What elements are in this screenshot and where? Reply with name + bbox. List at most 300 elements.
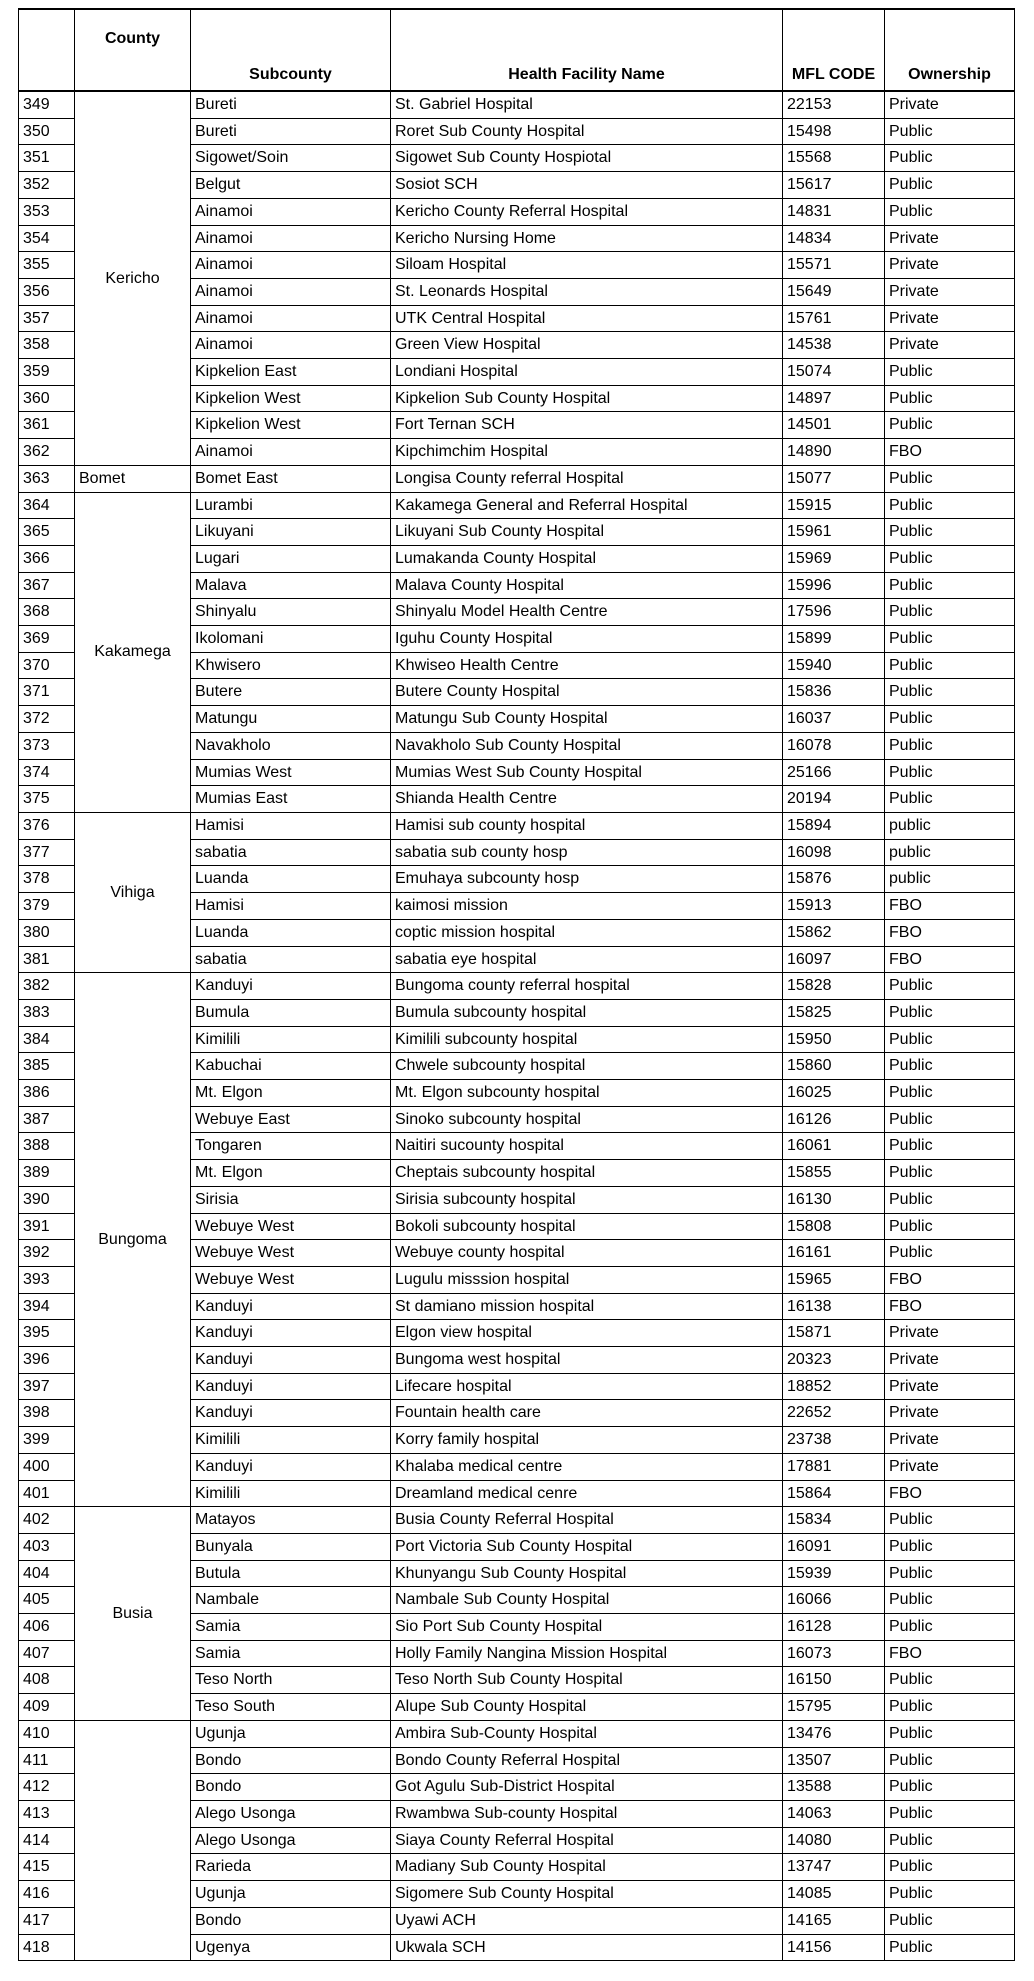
subcounty-cell: Ainamoi [191,278,391,305]
ownership-cell: FBO [885,893,1015,920]
ownership-cell: Public [885,1720,1015,1747]
subcounty-cell: Teso South [191,1694,391,1721]
mfl-code-cell: 17881 [783,1453,885,1480]
row-number-cell: 398 [19,1400,75,1427]
facility-name-cell: Busia County Referral Hospital [391,1507,783,1534]
facility-name-cell: Got Agulu Sub-District Hospital [391,1774,783,1801]
ownership-cell: Private [885,1320,1015,1347]
mfl-code-cell: 17596 [783,599,885,626]
county-cell: Kakamega [75,492,191,812]
row-number-cell: 373 [19,732,75,759]
ownership-cell: Public [885,1907,1015,1934]
county-header: County [75,9,191,91]
ownership-cell: Public [885,1587,1015,1614]
facility-name-cell: Khunyangu Sub County Hospital [391,1560,783,1587]
county-cell: Kericho [75,91,191,465]
row-number-cell: 368 [19,599,75,626]
ownership-cell: Public [885,1186,1015,1213]
row-number-cell: 416 [19,1881,75,1908]
ownership-cell: Public [885,626,1015,653]
ownership-cell: Public [885,1213,1015,1240]
facility-name-cell: Bumula subcounty hospital [391,999,783,1026]
ownership-cell: Public [885,652,1015,679]
row-number-cell: 418 [19,1934,75,1961]
facility-name-cell: Hamisi sub county hospital [391,812,783,839]
subcounty-cell: Kanduyi [191,1400,391,1427]
mfl-code-cell: 13476 [783,1720,885,1747]
subcounty-cell: Kanduyi [191,973,391,1000]
mfl-code-cell: 16130 [783,1186,885,1213]
subcounty-cell: Ainamoi [191,198,391,225]
ownership-cell: Private [885,332,1015,359]
row-number-cell: 381 [19,946,75,973]
subcounty-cell: Kanduyi [191,1293,391,1320]
mfl-code-cell: 15961 [783,519,885,546]
facility-name-cell: Kipchimchim Hospital [391,439,783,466]
facility-name-cell: Alupe Sub County Hospital [391,1694,783,1721]
facility-name-cell: sabatia eye hospital [391,946,783,973]
mfl-code-cell: 25166 [783,759,885,786]
facility-name-cell: Shianda Health Centre [391,786,783,813]
mfl-code-cell: 15940 [783,652,885,679]
ownership-cell: Public [885,599,1015,626]
subcounty-cell: Webuye West [191,1266,391,1293]
mfl-code-cell: 16126 [783,1106,885,1133]
subcounty-cell: Belgut [191,172,391,199]
row-number-cell: 367 [19,572,75,599]
facility-name-cell: Bondo County Referral Hospital [391,1747,783,1774]
ownership-cell: FBO [885,1640,1015,1667]
ownership-cell: Public [885,1106,1015,1133]
ownership-cell: Public [885,359,1015,386]
mfl-code-cell: 15876 [783,866,885,893]
subcounty-cell: Kimilili [191,1480,391,1507]
facility-name-cell: Siaya County Referral Hospital [391,1827,783,1854]
row-number-cell: 370 [19,652,75,679]
table-row [19,1720,1015,1747]
facility-name-cell: Uyawi ACH [391,1907,783,1934]
row-number-cell: 401 [19,1480,75,1507]
subcounty-cell: Samia [191,1640,391,1667]
facility-name-cell: Bungoma county referral hospital [391,973,783,1000]
facility-name-cell: kaimosi mission [391,893,783,920]
facility-name-cell: Lumakanda County Hospital [391,545,783,572]
facility-name-cell: sabatia sub county hosp [391,839,783,866]
facility-name-cell: Ambira Sub-County Hospital [391,1720,783,1747]
ownership-cell: Public [885,999,1015,1026]
facility-name-cell: Lifecare hospital [391,1373,783,1400]
facility-name-cell: Fountain health care [391,1400,783,1427]
subcounty-cell: Ainamoi [191,225,391,252]
facility-name-cell: Chwele subcounty hospital [391,1053,783,1080]
subcounty-cell: Webuye West [191,1213,391,1240]
facility-name-cell: Kericho Nursing Home [391,225,783,252]
row-number-cell: 384 [19,1026,75,1053]
mfl-code-cell: 14834 [783,225,885,252]
facility-name-cell: Mt. Elgon subcounty hospital [391,1080,783,1107]
facility-name-cell: Sirisia subcounty hospital [391,1186,783,1213]
mfl-code-cell: 14831 [783,198,885,225]
facility-name-cell: Emuhaya subcounty hosp [391,866,783,893]
subcounty-cell: Nambale [191,1587,391,1614]
ownership-cell: FBO [885,1480,1015,1507]
row-number-cell: 374 [19,759,75,786]
mfl-code-cell: 15899 [783,626,885,653]
mfl-code-cell: 15836 [783,679,885,706]
row-number-cell: 391 [19,1213,75,1240]
mfl-code-cell: 16073 [783,1640,885,1667]
county-cell: Bomet [75,465,191,492]
mfl-code-cell: 22153 [783,91,885,118]
subcounty-cell: Bomet East [191,465,391,492]
facility-name-cell: Korry family hospital [391,1427,783,1454]
mfl-code-cell: 16091 [783,1533,885,1560]
row-number-cell: 399 [19,1427,75,1454]
mfl-code-cell: 15498 [783,118,885,145]
subcounty-cell: Butula [191,1560,391,1587]
row-number-cell: 411 [19,1747,75,1774]
mfl-code-cell: 14897 [783,385,885,412]
row-number-cell: 359 [19,359,75,386]
subcounty-cell: Sirisia [191,1186,391,1213]
subcounty-cell: Kipkelion West [191,385,391,412]
row-number-cell: 409 [19,1694,75,1721]
facility-name-cell: Sigowet Sub County Hospiotal [391,145,783,172]
facility-name-cell: Siloam Hospital [391,252,783,279]
subcounty-cell: Bondo [191,1907,391,1934]
subcounty-cell: Tongaren [191,1133,391,1160]
mfl-code-cell: 16061 [783,1133,885,1160]
mfl-code-cell: 14538 [783,332,885,359]
mfl-code-cell: 15996 [783,572,885,599]
facility-name-cell: Green View Hospital [391,332,783,359]
ownership-cell: Public [885,1026,1015,1053]
mfl-code-cell: 14165 [783,1907,885,1934]
mfl-code-cell: 16037 [783,706,885,733]
row-number-cell: 417 [19,1907,75,1934]
subcounty-cell: Bureti [191,118,391,145]
facility-header: Health Facility Name [391,9,783,91]
mfl-code-cell: 14156 [783,1934,885,1961]
mfl-code-cell: 16078 [783,732,885,759]
row-number-cell: 402 [19,1507,75,1534]
row-number-cell: 404 [19,1560,75,1587]
ownership-cell: Public [885,492,1015,519]
row-number-cell: 361 [19,412,75,439]
row-number-cell: 379 [19,893,75,920]
mfl-code-cell: 14080 [783,1827,885,1854]
facility-name-cell: Lugulu misssion hospital [391,1266,783,1293]
subcounty-cell: Rarieda [191,1854,391,1881]
row-number-cell: 366 [19,545,75,572]
row-number-cell: 353 [19,198,75,225]
row-number-cell: 392 [19,1240,75,1267]
row-number-cell: 386 [19,1080,75,1107]
mfl-code-cell: 15862 [783,919,885,946]
subcounty-cell: Kanduyi [191,1347,391,1374]
row-number-cell: 351 [19,145,75,172]
row-number-cell: 364 [19,492,75,519]
facility-table [18,8,1015,1961]
ownership-cell: Public [885,465,1015,492]
subcounty-cell: Bumula [191,999,391,1026]
ownership-cell: Private [885,1453,1015,1480]
facility-name-cell: Kericho County Referral Hospital [391,198,783,225]
mfl-code-cell: 15568 [783,145,885,172]
facility-name-cell: Matungu Sub County Hospital [391,706,783,733]
facility-name-cell: Bokoli subcounty hospital [391,1213,783,1240]
row-number-cell: 415 [19,1854,75,1881]
row-number-cell: 376 [19,812,75,839]
subcounty-cell: sabatia [191,839,391,866]
facility-name-cell: Naitiri sucounty hospital [391,1133,783,1160]
row-number-cell: 357 [19,305,75,332]
facility-name-cell: St. Gabriel Hospital [391,91,783,118]
row-number-cell: 356 [19,278,75,305]
ownership-cell: Public [885,1614,1015,1641]
subcounty-cell: Kimilili [191,1026,391,1053]
mfl-code-cell: 15894 [783,812,885,839]
ownership-cell: Private [885,1373,1015,1400]
mfl-code-cell: 16098 [783,839,885,866]
facility-name-cell: Port Victoria Sub County Hospital [391,1533,783,1560]
ownership-cell: Private [885,91,1015,118]
row-number-cell: 371 [19,679,75,706]
subcounty-cell: Teso North [191,1667,391,1694]
row-number-cell: 412 [19,1774,75,1801]
row-number-cell: 414 [19,1827,75,1854]
ownership-cell: Public [885,1667,1015,1694]
subcounty-cell: Khwisero [191,652,391,679]
row-number-cell: 393 [19,1266,75,1293]
row-number-cell: 365 [19,519,75,546]
ownership-cell: Public [885,545,1015,572]
subcounty-cell: Mt. Elgon [191,1160,391,1187]
subcounty-cell: Luanda [191,866,391,893]
subcounty-cell: Ainamoi [191,252,391,279]
subcounty-cell: Alego Usonga [191,1827,391,1854]
facility-name-cell: Khalaba medical centre [391,1453,783,1480]
ownership-cell: Public [885,1854,1015,1881]
ownership-cell: Public [885,1240,1015,1267]
row-number-cell: 395 [19,1320,75,1347]
facility-name-cell: Londiani Hospital [391,359,783,386]
subcounty-cell: Likuyani [191,519,391,546]
facility-name-cell: Dreamland medical cenre [391,1480,783,1507]
subcounty-cell: Ikolomani [191,626,391,653]
mfl-code-cell: 13747 [783,1854,885,1881]
subcounty-cell: Webuye West [191,1240,391,1267]
facility-name-cell: Teso North Sub County Hospital [391,1667,783,1694]
ownership-cell: Private [885,278,1015,305]
subcounty-cell: Bondo [191,1774,391,1801]
subcounty-cell: Sigowet/Soin [191,145,391,172]
row-number-cell: 350 [19,118,75,145]
facility-name-cell: Bungoma west hospital [391,1347,783,1374]
row-number-cell: 405 [19,1587,75,1614]
row-number-cell: 390 [19,1186,75,1213]
row-number-cell: 408 [19,1667,75,1694]
mfl-code-cell: 13588 [783,1774,885,1801]
facility-name-cell: Butere County Hospital [391,679,783,706]
facility-name-cell: Cheptais subcounty hospital [391,1160,783,1187]
mfl-code-cell: 15617 [783,172,885,199]
row-number-cell: 354 [19,225,75,252]
table-row [19,1507,1015,1534]
subcounty-cell: Kanduyi [191,1453,391,1480]
facility-name-cell: St. Leonards Hospital [391,278,783,305]
ownership-cell: FBO [885,1293,1015,1320]
mfl-code-cell: 15808 [783,1213,885,1240]
subcounty-cell: Hamisi [191,812,391,839]
ownership-cell: Public [885,118,1015,145]
mfl-code-cell: 15913 [783,893,885,920]
ownership-cell: Public [885,759,1015,786]
mfl-code-cell: 16161 [783,1240,885,1267]
row-number-cell: 349 [19,91,75,118]
mfl-code-cell: 14890 [783,439,885,466]
ownership-header: Ownership [885,9,1015,91]
facility-name-cell: Roret Sub County Hospital [391,118,783,145]
facility-name-cell: Ukwala SCH [391,1934,783,1961]
row-number-cell: 400 [19,1453,75,1480]
ownership-cell: Public [885,1827,1015,1854]
row-number-cell: 383 [19,999,75,1026]
subcounty-cell: Mt. Elgon [191,1080,391,1107]
row-number-cell: 389 [19,1160,75,1187]
subcounty-cell: Ugenya [191,1934,391,1961]
ownership-cell: Public [885,706,1015,733]
facility-name-cell: Navakholo Sub County Hospital [391,732,783,759]
facility-name-cell: Shinyalu Model Health Centre [391,599,783,626]
facility-name-cell: Likuyani Sub County Hospital [391,519,783,546]
mfl-code-cell: 16097 [783,946,885,973]
mfl-code-cell: 16128 [783,1614,885,1641]
ownership-cell: Public [885,1881,1015,1908]
subcounty-cell: Kipkelion West [191,412,391,439]
mfl-code-cell: 13507 [783,1747,885,1774]
facility-name-cell: Sigomere Sub County Hospital [391,1881,783,1908]
mfl-code-cell: 23738 [783,1427,885,1454]
row-number-cell: 363 [19,465,75,492]
county-cell: Bungoma [75,973,191,1507]
ownership-cell: Public [885,1133,1015,1160]
mfl-code-cell: 15825 [783,999,885,1026]
mfl-code-cell: 15855 [783,1160,885,1187]
facility-name-cell: St damiano mission hospital [391,1293,783,1320]
subcounty-cell: Mumias East [191,786,391,813]
subcounty-cell: Webuye East [191,1106,391,1133]
table-row [19,465,1015,492]
ownership-cell: Public [885,172,1015,199]
facility-name-cell: Longisa County referral Hospital [391,465,783,492]
subcounty-cell: Ugunja [191,1881,391,1908]
row-number-cell: 372 [19,706,75,733]
facility-name-cell: coptic mission hospital [391,919,783,946]
mfl-code-cell: 15965 [783,1266,885,1293]
mfl-code-cell: 15828 [783,973,885,1000]
facility-name-cell: UTK Central Hospital [391,305,783,332]
subcounty-cell: Hamisi [191,893,391,920]
ownership-cell: Public [885,145,1015,172]
mfl-code-cell: 16138 [783,1293,885,1320]
ownership-cell: Private [885,225,1015,252]
facility-name-cell: Sosiot SCH [391,172,783,199]
ownership-cell: Public [885,1694,1015,1721]
ownership-cell: Public [885,519,1015,546]
mfl-code-cell: 15571 [783,252,885,279]
mfl-code-cell: 15795 [783,1694,885,1721]
mfl-code-cell: 20323 [783,1347,885,1374]
subcounty-cell: sabatia [191,946,391,973]
subcounty-cell: Alego Usonga [191,1801,391,1828]
subcounty-cell: Luanda [191,919,391,946]
ownership-cell: Public [885,1747,1015,1774]
mfl-code-cell: 16025 [783,1080,885,1107]
ownership-cell: Public [885,1507,1015,1534]
mfl-code-cell: 16150 [783,1667,885,1694]
ownership-cell: Public [885,786,1015,813]
subcounty-cell: Kimilili [191,1427,391,1454]
ownership-cell: FBO [885,1266,1015,1293]
subcounty-cell: Lurambi [191,492,391,519]
header-row [19,9,1015,91]
ownership-cell: FBO [885,946,1015,973]
mfl-code-cell: 15834 [783,1507,885,1534]
ownership-cell: public [885,812,1015,839]
row-number-cell: 410 [19,1720,75,1747]
ownership-cell: FBO [885,919,1015,946]
ownership-cell: Public [885,1053,1015,1080]
ownership-cell: public [885,866,1015,893]
mfl-code-cell: 14501 [783,412,885,439]
facility-name-cell: Kipkelion Sub County Hospital [391,385,783,412]
facility-name-cell: Mumias West Sub County Hospital [391,759,783,786]
row-number-cell: 396 [19,1347,75,1374]
facility-name-cell: Sinoko subcounty hospital [391,1106,783,1133]
row-number-cell: 358 [19,332,75,359]
ownership-cell: Public [885,1533,1015,1560]
row-number-cell: 378 [19,866,75,893]
mfl-code-cell: 15077 [783,465,885,492]
subcounty-cell: Bunyala [191,1533,391,1560]
subcounty-cell: Ugunja [191,1720,391,1747]
facility-name-cell: Holly Family Nangina Mission Hospital [391,1640,783,1667]
facility-name-cell: Madiany Sub County Hospital [391,1854,783,1881]
row-number-cell: 375 [19,786,75,813]
row-number-cell: 394 [19,1293,75,1320]
mfl-code-cell: 15950 [783,1026,885,1053]
ownership-cell: Private [885,1427,1015,1454]
ownership-cell: Public [885,732,1015,759]
mfl-code-cell: 15939 [783,1560,885,1587]
row-number-cell: 380 [19,919,75,946]
ownership-cell: Private [885,305,1015,332]
ownership-cell: Public [885,679,1015,706]
mfl-code-cell: 15860 [783,1053,885,1080]
ownership-cell: Private [885,1347,1015,1374]
mfl-code-header: MFL CODE [783,9,885,91]
subcounty-cell: Lugari [191,545,391,572]
ownership-cell: Public [885,1560,1015,1587]
mfl-code-cell: 14063 [783,1801,885,1828]
row-number-cell: 406 [19,1614,75,1641]
mfl-code-cell: 14085 [783,1881,885,1908]
subcounty-cell: Navakholo [191,732,391,759]
ownership-cell: Public [885,1774,1015,1801]
facility-name-cell: Kimilili subcounty hospital [391,1026,783,1053]
mfl-code-cell: 22652 [783,1400,885,1427]
